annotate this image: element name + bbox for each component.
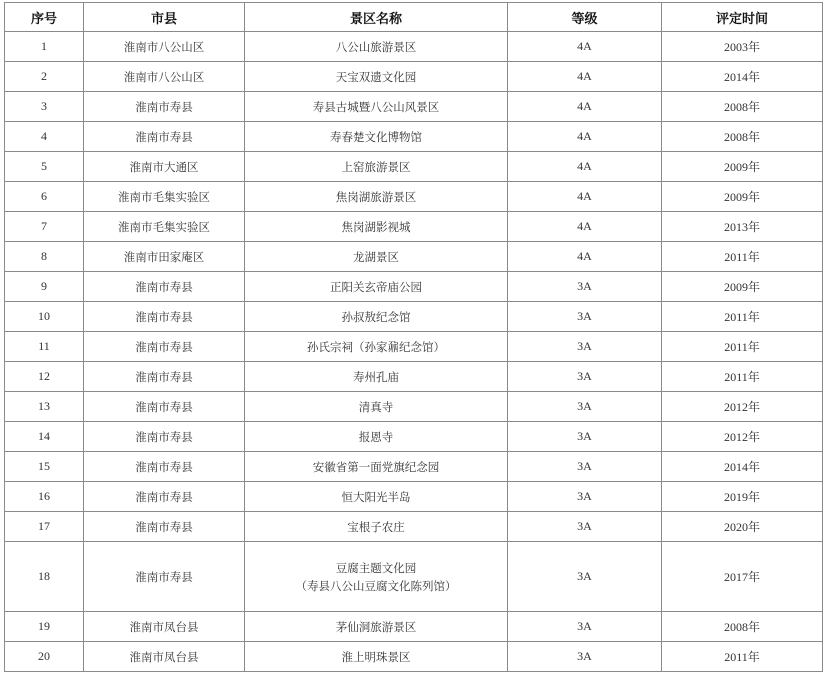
- cell-scenic-name: 焦岗湖影视城: [245, 212, 508, 242]
- cell-county: 淮南市八公山区: [84, 62, 245, 92]
- cell-no: 18: [5, 542, 84, 612]
- table-row: [5, 62, 823, 92]
- cell-scenic-name: 寿春楚文化博物馆: [245, 122, 508, 152]
- table-row: [5, 212, 823, 242]
- table-row: [5, 182, 823, 212]
- table-row: [5, 122, 823, 152]
- cell-no: 9: [5, 272, 84, 302]
- cell-level: 3A: [508, 362, 662, 392]
- cell-scenic-name: 恒大阳光半岛: [245, 482, 508, 512]
- cell-level: 3A: [508, 302, 662, 332]
- cell-date: 2003年: [662, 32, 823, 62]
- table-row: [5, 482, 823, 512]
- cell-scenic-name: 正阳关玄帝庙公园: [245, 272, 508, 302]
- cell-county: 淮南市凤台县: [84, 642, 245, 672]
- cell-county: 淮南市寿县: [84, 272, 245, 302]
- table-row: [5, 332, 823, 362]
- cell-county: 淮南市寿县: [84, 362, 245, 392]
- table-row: [5, 362, 823, 392]
- cell-scenic-name: 孙叔敖纪念馆: [245, 302, 508, 332]
- table-header-row: [5, 3, 823, 32]
- cell-no: 7: [5, 212, 84, 242]
- table-row: [5, 302, 823, 332]
- cell-scenic-name: 上窑旅游景区: [245, 152, 508, 182]
- cell-date: 2013年: [662, 212, 823, 242]
- cell-date: 2008年: [662, 122, 823, 152]
- cell-no: 5: [5, 152, 84, 182]
- cell-no: 19: [5, 612, 84, 642]
- cell-no: 17: [5, 512, 84, 542]
- cell-county: 淮南市寿县: [84, 512, 245, 542]
- cell-level: 3A: [508, 392, 662, 422]
- table-row: [5, 92, 823, 122]
- header-scenic-name: 景区名称: [245, 3, 508, 32]
- cell-level: 3A: [508, 422, 662, 452]
- cell-date: 2011年: [662, 362, 823, 392]
- cell-no: 15: [5, 452, 84, 482]
- cell-level: 3A: [508, 542, 662, 612]
- cell-scenic-name: 宝根子农庄: [245, 512, 508, 542]
- cell-county: 淮南市寿县: [84, 542, 245, 612]
- cell-date: 2017年: [662, 542, 823, 612]
- cell-level: 4A: [508, 92, 662, 122]
- cell-county: 淮南市寿县: [84, 452, 245, 482]
- cell-level: 3A: [508, 482, 662, 512]
- cell-county: 淮南市八公山区: [84, 32, 245, 62]
- header-no: 序号: [5, 3, 84, 32]
- cell-no: 4: [5, 122, 84, 152]
- cell-date: 2019年: [662, 482, 823, 512]
- header-level: 等级: [508, 3, 662, 32]
- cell-no: 11: [5, 332, 84, 362]
- cell-no: 6: [5, 182, 84, 212]
- table-row: [5, 32, 823, 62]
- cell-date: 2008年: [662, 612, 823, 642]
- cell-date: 2011年: [662, 332, 823, 362]
- cell-county: 淮南市寿县: [84, 122, 245, 152]
- cell-level: 3A: [508, 272, 662, 302]
- cell-county: 淮南市寿县: [84, 92, 245, 122]
- table-row: [5, 642, 823, 672]
- cell-level: 4A: [508, 242, 662, 272]
- cell-level: 3A: [508, 332, 662, 362]
- cell-no: 13: [5, 392, 84, 422]
- cell-scenic-name: 龙湖景区: [245, 242, 508, 272]
- cell-level: 4A: [508, 32, 662, 62]
- cell-county: 淮南市大通区: [84, 152, 245, 182]
- table-row: [5, 272, 823, 302]
- cell-level: 4A: [508, 212, 662, 242]
- cell-county: 淮南市寿县: [84, 332, 245, 362]
- cell-level: 4A: [508, 122, 662, 152]
- cell-scenic-name: 天宝双遗文化园: [245, 62, 508, 92]
- scenic-name-line-2: （寿县八公山豆腐文化陈列馆）: [295, 578, 457, 593]
- cell-level: 3A: [508, 612, 662, 642]
- cell-no: 20: [5, 642, 84, 672]
- cell-county: 淮南市凤台县: [84, 612, 245, 642]
- cell-scenic-name: 寿州孔庙: [245, 362, 508, 392]
- cell-level: 3A: [508, 642, 662, 672]
- cell-level: 4A: [508, 152, 662, 182]
- header-county: 市县: [84, 3, 245, 32]
- cell-county: 淮南市寿县: [84, 482, 245, 512]
- table-row: [5, 422, 823, 452]
- cell-scenic-name: 淮上明珠景区: [245, 642, 508, 672]
- table-row: [5, 542, 823, 612]
- cell-date: 2014年: [662, 452, 823, 482]
- cell-no: 14: [5, 422, 84, 452]
- cell-level: 4A: [508, 182, 662, 212]
- cell-scenic-name: 安徽省第一面党旗纪念园: [245, 452, 508, 482]
- cell-date: 2009年: [662, 272, 823, 302]
- cell-county: 淮南市毛集实验区: [84, 182, 245, 212]
- cell-county: 淮南市寿县: [84, 392, 245, 422]
- cell-no: 12: [5, 362, 84, 392]
- cell-no: 2: [5, 62, 84, 92]
- header-date: 评定时间: [662, 3, 823, 32]
- cell-date: 2011年: [662, 302, 823, 332]
- table-row: [5, 242, 823, 272]
- cell-level: 3A: [508, 512, 662, 542]
- cell-date: 2020年: [662, 512, 823, 542]
- cell-scenic-name: [245, 542, 508, 612]
- scenic-name-line-1: 豆腐主题文化园: [335, 560, 417, 575]
- table-row: [5, 392, 823, 422]
- table-row: [5, 452, 823, 482]
- table-row: [5, 152, 823, 182]
- table-row: [5, 612, 823, 642]
- cell-county: 淮南市田家庵区: [84, 242, 245, 272]
- table-row: [5, 512, 823, 542]
- cell-level: 4A: [508, 62, 662, 92]
- cell-scenic-name: 寿县古城暨八公山风景区: [245, 92, 508, 122]
- cell-date: 2008年: [662, 92, 823, 122]
- cell-county: 淮南市毛集实验区: [84, 212, 245, 242]
- cell-scenic-name: 茅仙洞旅游景区: [245, 612, 508, 642]
- cell-no: 8: [5, 242, 84, 272]
- cell-county: 淮南市寿县: [84, 422, 245, 452]
- cell-date: 2009年: [662, 182, 823, 212]
- cell-no: 3: [5, 92, 84, 122]
- cell-date: 2011年: [662, 642, 823, 672]
- cell-scenic-name: 清真寺: [245, 392, 508, 422]
- cell-date: 2011年: [662, 242, 823, 272]
- cell-no: 1: [5, 32, 84, 62]
- cell-scenic-name: 八公山旅游景区: [245, 32, 508, 62]
- cell-date: 2014年: [662, 62, 823, 92]
- scenic-spots-table: [4, 2, 823, 672]
- cell-county: 淮南市寿县: [84, 302, 245, 332]
- cell-scenic-name: 报恩寺: [245, 422, 508, 452]
- cell-no: 16: [5, 482, 84, 512]
- cell-scenic-name: 孙氏宗祠（孙家鼐纪念馆）: [245, 332, 508, 362]
- cell-scenic-name: 焦岗湖旅游景区: [245, 182, 508, 212]
- cell-date: 2012年: [662, 392, 823, 422]
- cell-date: 2009年: [662, 152, 823, 182]
- cell-no: 10: [5, 302, 84, 332]
- cell-date: 2012年: [662, 422, 823, 452]
- cell-level: 3A: [508, 452, 662, 482]
